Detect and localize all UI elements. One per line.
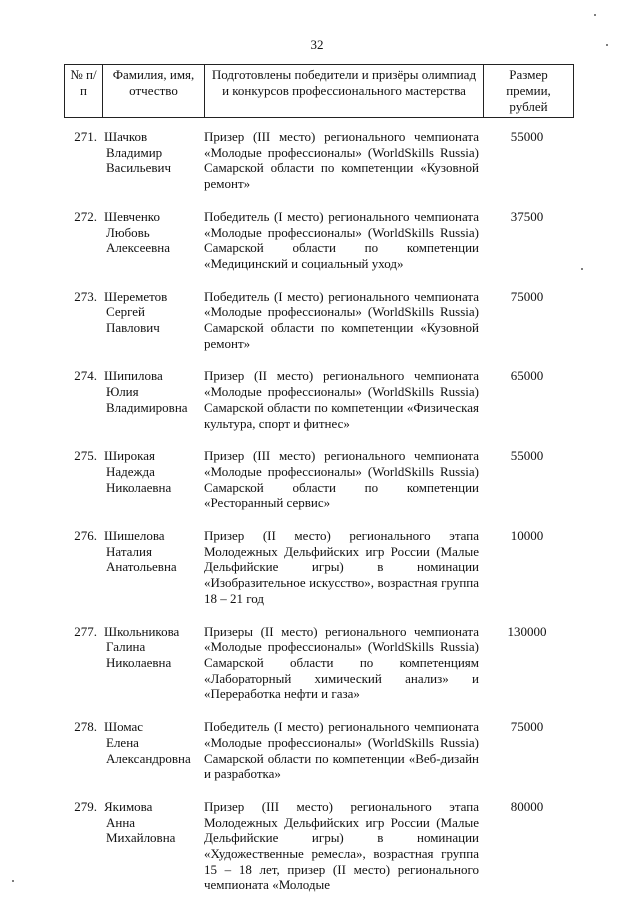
row-first-name: Надежда <box>106 463 155 479</box>
scan-speck <box>594 14 596 16</box>
row-last-name: Шереметов <box>104 288 168 304</box>
header-prize: Размер премии, рублей <box>484 65 574 118</box>
scan-speck <box>581 268 583 270</box>
row-patronymic: Александровна <box>106 750 191 766</box>
row-number: 276. <box>74 528 97 544</box>
row-prize: 75000 <box>510 719 544 735</box>
row-name <box>100 129 202 192</box>
header-number: № п/п <box>65 65 103 118</box>
scan-speck <box>12 880 14 882</box>
table-row <box>64 209 573 272</box>
row-prize: 65000 <box>510 368 544 384</box>
row-last-name: Шомас <box>104 719 144 735</box>
row-name <box>100 624 202 703</box>
row-prize: 80000 <box>510 798 544 814</box>
row-first-name: Владимир <box>106 144 163 160</box>
row-name <box>100 368 202 431</box>
row-description: Победитель (I место) регионального чемпионата «Молодые профессионалы» (WorldSkills Russia) Самарской области по компетенции «Веб-дизайн и разработка» <box>204 719 479 782</box>
row-last-name: Школьникова <box>104 623 180 639</box>
row-first-name: Юлия <box>106 384 139 400</box>
row-number: 275. <box>74 448 97 464</box>
row-last-name: Шишелова <box>104 528 165 544</box>
row-first-name: Галина <box>106 639 146 655</box>
table-row <box>64 719 573 782</box>
row-prize: 55000 <box>510 448 544 464</box>
row-first-name: Сергей <box>106 304 145 320</box>
row-description: Победитель (I место) регионального чемпионата «Молодые профессионалы» (WorldSkills Russia) Самарской области по компетенции «Кузовной ремонт» <box>204 288 479 351</box>
row-description: Призер (II место) регионального чемпионата «Молодые профессионалы» (WorldSkills Russia) Самарской области по компетенции «Физическая культура, спорт и фитнес» <box>204 368 479 431</box>
table-row <box>64 448 573 511</box>
header-name: Фамилия, имя, отчество <box>103 65 205 118</box>
table-row <box>64 368 573 431</box>
row-last-name: Шевченко <box>104 208 160 224</box>
row-description: Призер (III место) регионального чемпионата «Молодые профессионалы» (WorldSkills Russia) Самарской области по компетенции «Кузовной ремонт» <box>204 129 479 192</box>
row-last-name: Широкая <box>104 448 155 464</box>
table-row <box>64 624 573 703</box>
row-name <box>100 448 202 511</box>
row-last-name: Шачков <box>104 129 148 144</box>
row-patronymic: Анатольевна <box>106 559 177 575</box>
row-first-name: Анна <box>106 814 136 830</box>
row-number: 272. <box>74 208 97 224</box>
row-prize: 10000 <box>510 528 544 544</box>
row-number: 271. <box>74 129 97 144</box>
row-first-name: Наталия <box>106 543 152 559</box>
scan-speck <box>606 44 608 46</box>
row-patronymic: Васильевич <box>106 160 171 176</box>
row-description: Победитель (I место) регионального чемпионата «Молодые профессионалы» (WorldSkills Russia) Самарской области по компетенции «Медицинский и социальный уход» <box>204 208 479 271</box>
row-number: 279. <box>74 798 97 814</box>
row-description: Призер (III место) регионального чемпионата «Молодые профессионалы» (WorldSkills Russia) Самарской области по компетенции «Ресторанный сервис» <box>204 448 479 511</box>
page-number: 32 <box>310 37 324 52</box>
row-patronymic: Михайловна <box>106 830 176 846</box>
row-description: Призеры (II место) регионального чемпионата «Молодые профессионалы» (WorldSkills Russia) Самарской области по компетенциям «Лабораторный химический анализ» и «Переработка нефти и газа» <box>204 623 479 702</box>
row-name <box>100 209 202 272</box>
row-description: Призер (II место) регионального этапа Молодежных Дельфийских игр России (Малые Дельфийские игры) в номинации «Изобразительное искусство», возрастная группа 18 – 21 год <box>204 528 479 606</box>
row-patronymic: Владимировна <box>106 399 188 415</box>
table-row <box>64 799 573 893</box>
row-patronymic: Николаевна <box>106 479 172 495</box>
row-description: Призер (III место) регионального этапа Молодежных Дельфийских игр России (Малые Дельфийские игры) в номинации «Художественные ремесла», возрастная группа 15 – 18 лет, призер (II место) регионального чемпионата «Молодые <box>204 798 479 893</box>
table-row <box>64 129 573 192</box>
row-name <box>100 719 202 782</box>
row-name <box>100 289 202 352</box>
row-prize: 55000 <box>510 129 544 144</box>
row-prize: 130000 <box>507 623 547 639</box>
row-first-name: Елена <box>106 734 139 750</box>
row-prize: 37500 <box>510 208 544 224</box>
table-body <box>64 129 573 910</box>
row-number: 277. <box>74 623 97 639</box>
row-patronymic: Николаевна <box>106 654 172 670</box>
row-name <box>100 799 202 893</box>
row-name <box>100 528 202 607</box>
row-number: 273. <box>74 288 97 304</box>
header-description: Подготовлены победители и призёры олимпиад и конкурсов профессионального мастерства <box>205 65 484 118</box>
row-prize: 75000 <box>510 288 544 304</box>
table-header <box>64 64 574 118</box>
row-last-name: Якимова <box>104 798 153 814</box>
table-row <box>64 289 573 352</box>
row-number: 278. <box>74 719 97 735</box>
row-patronymic: Павлович <box>106 320 160 336</box>
row-first-name: Любовь <box>106 224 150 240</box>
row-number: 274. <box>74 368 97 384</box>
row-last-name: Шипилова <box>104 368 163 384</box>
table-row <box>64 528 573 607</box>
row-patronymic: Алексеевна <box>106 240 170 256</box>
